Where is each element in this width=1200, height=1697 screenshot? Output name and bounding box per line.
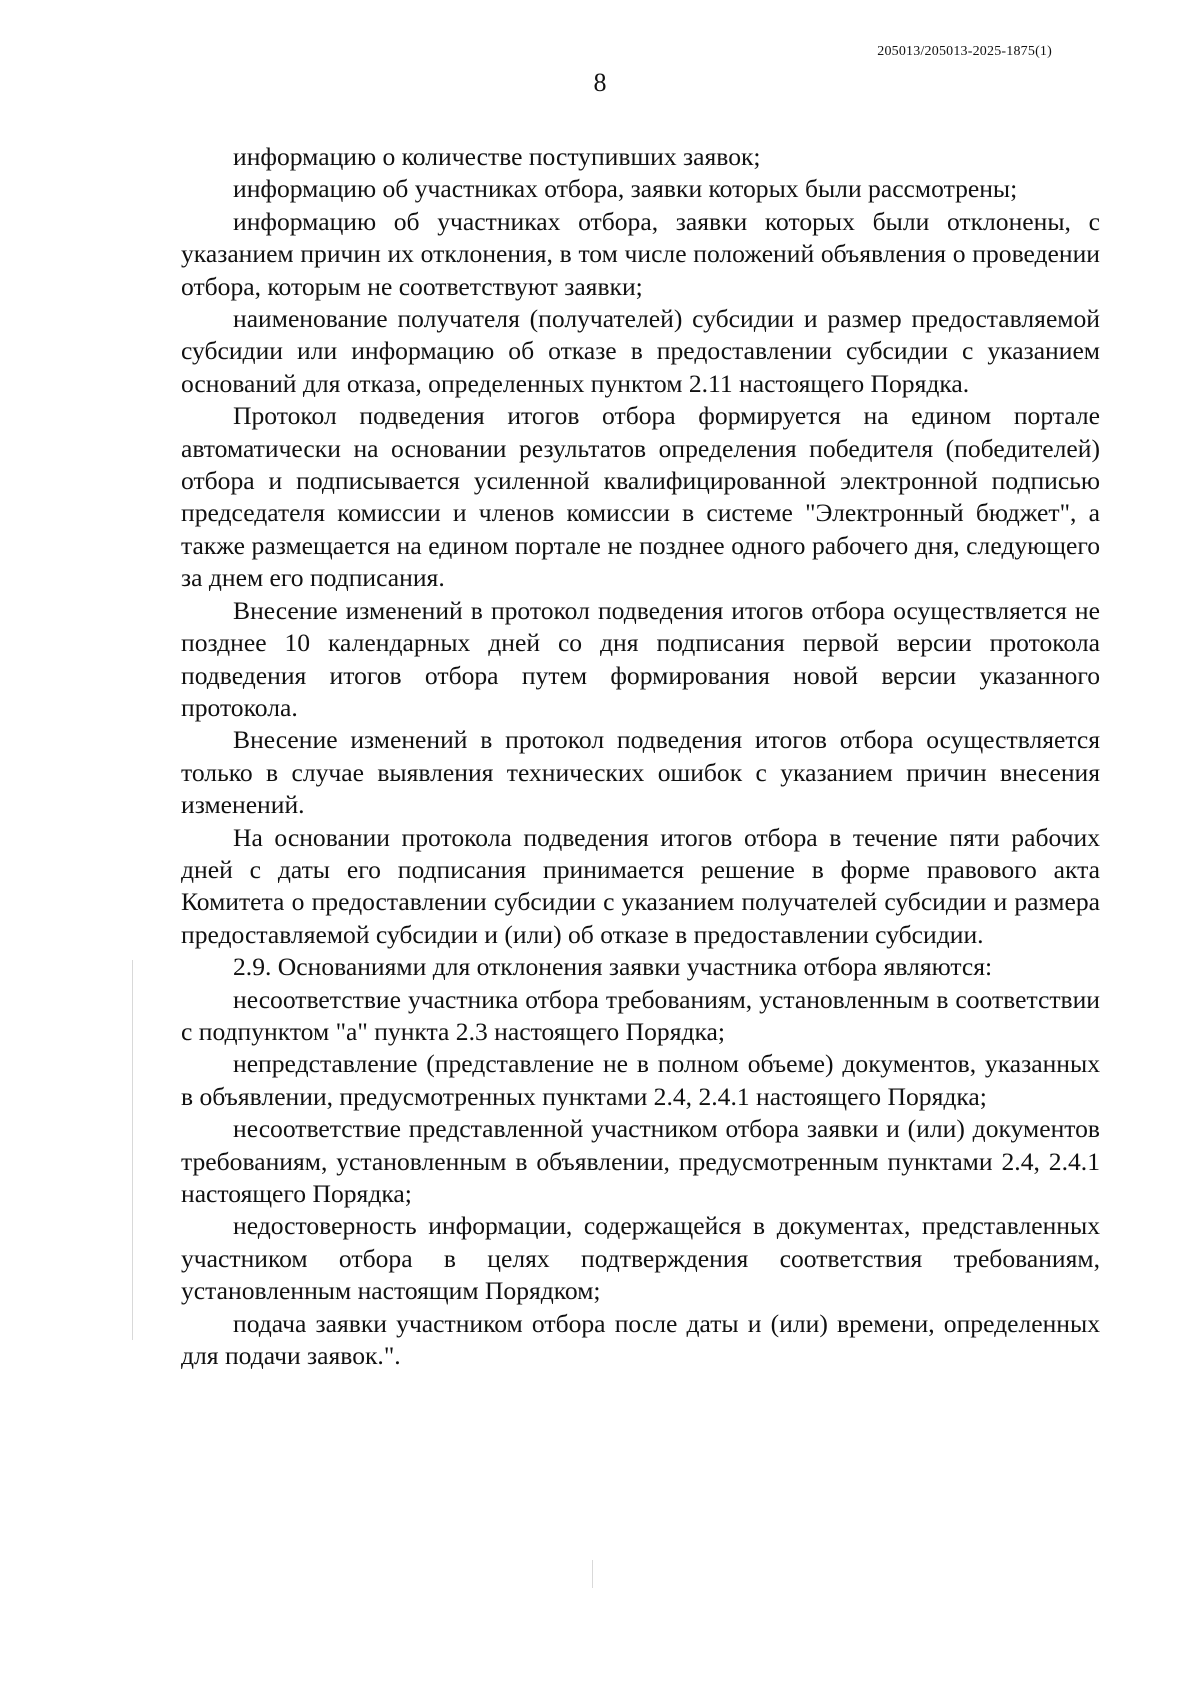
paragraph: непредставление (представление не в полном объеме) документов, указанных в объявлении, предусмотренных пунктами 2.4, 2.4.1 настоящего Порядка;: [181, 1049, 1100, 1111]
paragraph: информацию об участниках отбора, заявки которых были рассмотрены;: [233, 174, 1018, 204]
paragraph: информацию о количестве поступивших заявок;: [233, 142, 761, 171]
paragraph: несоответствие участника отбора требованиям, установленным в соответствии с подпунктом "а" пункта 2.3 настоящего Порядка;: [181, 984, 1100, 1046]
paragraph: Протокол подведения итогов отбора формируется на едином портале автоматически на основании результатов определения победителя (победителей) отбора и подписывается усиленной квалифицированной электронной подписью председателя комиссии и членов комиссии в системе "Электронный бюджет", а также размещается на едином портале не позднее одного рабочего дня, следующего за днем его подписания.: [181, 401, 1100, 593]
scan-artifact-line: [592, 1560, 593, 1588]
paragraph: недостоверность информации, содержащейся в документах, представленных участником отбора в целях подтверждения соответствия требованиям, установленным настоящим Порядком;: [181, 1211, 1100, 1306]
document-id: 205013/205013-2025-1875(1): [877, 44, 1052, 59]
paragraph: подача заявки участником отбора после даты и (или) времени, определенных для подачи заявок.".: [181, 1308, 1100, 1371]
paragraph: информацию об участниках отбора, заявки которых были отклонены, с указанием причин их отклонения, в том числе положений объявления о проведении отбора, которым не соответствуют заявки;: [181, 206, 1100, 301]
paragraph: 2.9. Основаниями для отклонения заявки участника отбора являются:: [233, 952, 993, 982]
paragraph: Внесение изменений в протокол подведения итогов отбора осуществляется не позднее 10 календарных дней со дня подписания первой версии протокола подведения итогов отбора путем формирования новой версии указанного протокола.: [181, 595, 1100, 722]
page-number: 8: [593, 68, 607, 97]
paragraph: наименование получателя (получателей) субсидии и размер предоставляемой субсидии или информацию об отказе в предоставлении субсидии с указанием оснований для отказа, определенных пунктом 2.11 настоящего Порядка.: [181, 304, 1100, 398]
paragraph: Внесение изменений в протокол подведения итогов отбора осуществляется только в случае выявления технических ошибок с указанием причин внесения изменений.: [181, 725, 1100, 820]
document-body: [181, 141, 1100, 1372]
scan-artifact-line: [132, 960, 133, 1340]
paragraph: несоответствие представленной участником отбора заявки и (или) документов требованиям, установленным в объявлении, предусмотренным пунктами 2.4, 2.4.1 настоящего Порядка;: [181, 1114, 1100, 1208]
paragraph: На основании протокола подведения итогов отбора в течение пяти рабочих дней с даты его подписания принимается решение в форме правового акта Комитета о предоставлении субсидии с указанием получателей субсидии и размера предоставляемой субсидии и (или) об отказе в предоставлении субсидии.: [181, 822, 1100, 949]
